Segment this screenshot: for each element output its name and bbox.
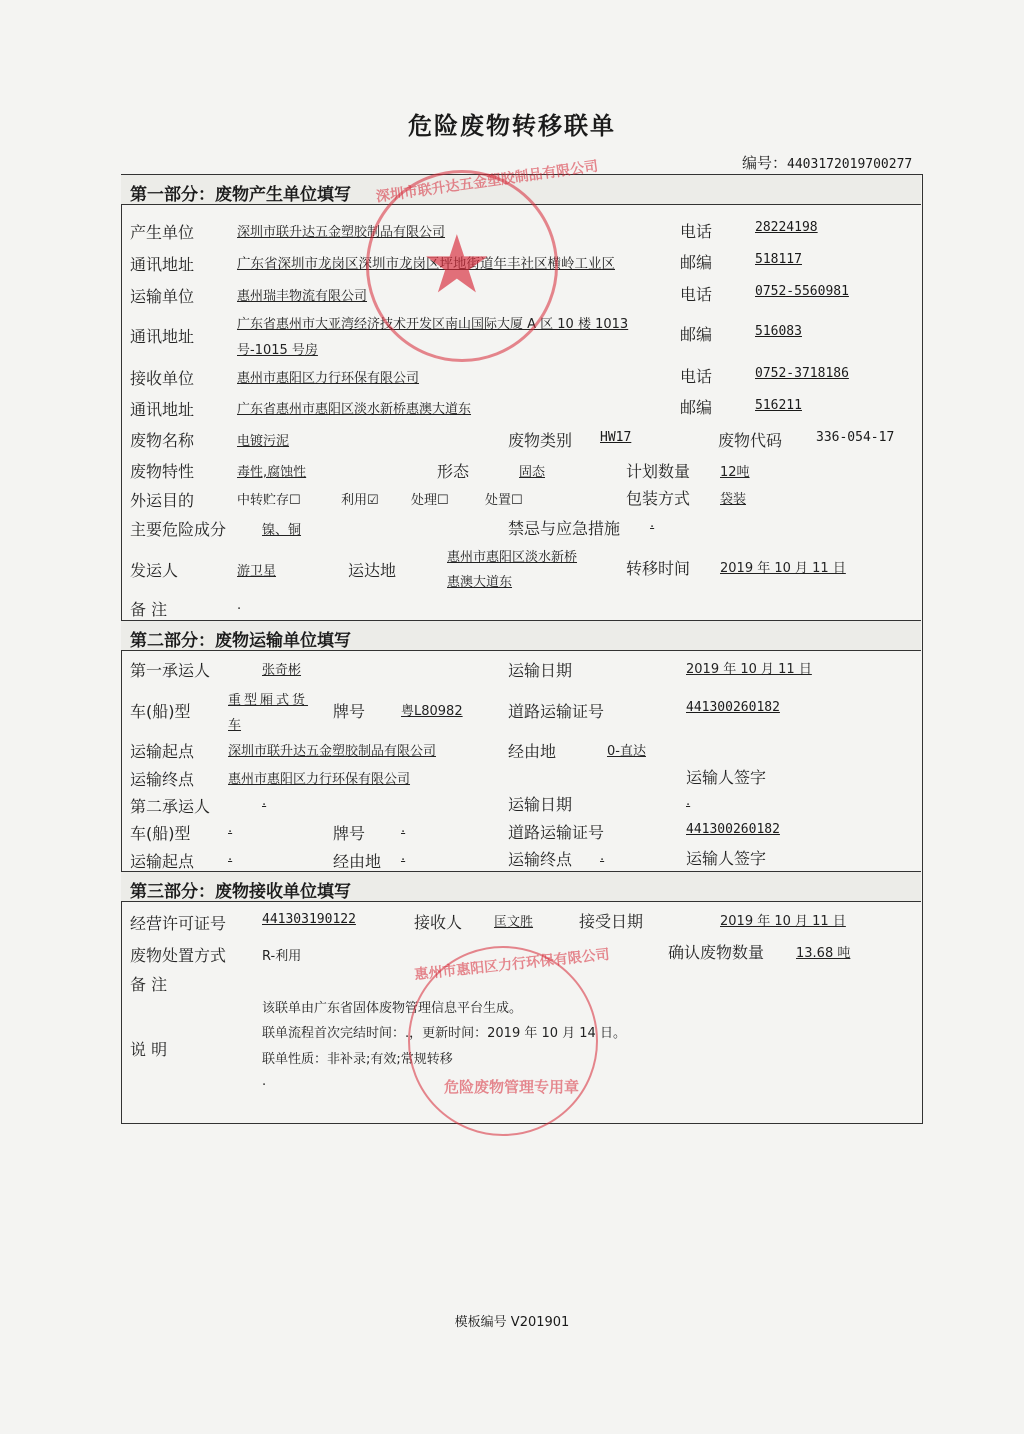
producer-phone: 28224198 <box>755 220 818 235</box>
permit2-label: 道路运输证号 <box>508 823 605 842</box>
producer-postcode-label: 邮编 <box>680 253 713 272</box>
receiver-label: 接收单位 <box>130 369 195 388</box>
transporter-address-label: 通讯地址 <box>130 327 195 346</box>
purpose-label: 外运目的 <box>130 491 195 510</box>
producer-label: 产生单位 <box>130 223 195 242</box>
template-number: 模板编号 V201901 <box>454 1315 570 1330</box>
producer-address: 广东省深圳市龙岗区深圳市龙岗区坪地街道年丰社区横岭工业区 <box>237 256 615 272</box>
receiver-postcode: 516211 <box>755 398 802 413</box>
date2-label: 运输日期 <box>508 795 573 814</box>
waste-code: 336-054-17 <box>816 430 895 445</box>
waste-category: HW17 <box>600 430 632 445</box>
vehicle1-line2: 车 <box>228 718 242 733</box>
vehicle2-label: 车(船)型 <box>130 824 191 843</box>
license-label: 经营许可证号 <box>130 914 227 933</box>
receiver-address-label: 通讯地址 <box>130 400 195 419</box>
transfer-time-label: 转移时间 <box>626 559 691 578</box>
destination-line2: 惠澳大道东 <box>447 575 513 590</box>
vehicle1-line1: 重型厢式货 <box>228 693 309 708</box>
explain-line1: 该联单由广东省固体废物管理信息平台生成。 <box>262 1001 523 1016</box>
waste-property-label: 废物特性 <box>130 462 195 481</box>
part3-remarks-label: 备 注 <box>130 975 168 994</box>
waste-category-label: 废物类别 <box>508 431 573 450</box>
part1-heading: 第一部分：废物产生单位填写 <box>121 174 921 205</box>
packaging-value: 袋装 <box>720 492 747 507</box>
date1-label: 运输日期 <box>508 661 573 680</box>
receiver-person-label: 接收人 <box>414 913 463 932</box>
plate1-value: 粤L80982 <box>401 704 463 719</box>
transporter-postcode-label: 邮编 <box>680 325 713 344</box>
main-hazard-label: 主要危险成分 <box>130 520 227 539</box>
origin1-value: 深圳市联升达五金塑胶制品有限公司 <box>228 744 437 759</box>
producer-postcode: 518117 <box>755 252 802 267</box>
destination-line1: 惠州市惠阳区淡水新桥 <box>447 550 578 565</box>
part1-remarks: . <box>237 598 242 613</box>
receiver-postcode-label: 邮编 <box>680 398 713 417</box>
carrier1-label: 第一承运人 <box>130 661 211 680</box>
transporter-postcode: 516083 <box>755 324 802 339</box>
origin2-value: . <box>228 849 233 864</box>
destination-label: 运达地 <box>348 561 397 580</box>
form-label: 形态 <box>437 462 470 481</box>
date1-value: 2019 年 10 月 11 日 <box>686 662 812 677</box>
end1-label: 运输终点 <box>130 770 195 789</box>
part2-heading: 第二部分：废物运输单位填写 <box>121 620 921 651</box>
serial-number <box>742 152 912 173</box>
receiver-person: 匡文胜 <box>494 915 534 930</box>
transporter-value: 惠州瑞丰物流有限公司 <box>237 289 368 304</box>
confirm-qty: 13.68 吨 <box>796 946 851 961</box>
receiver-value: 惠州市惠阳区力行环保有限公司 <box>237 371 420 386</box>
serial-value: 4403172019700277 <box>787 157 913 172</box>
transfer-time: 2019 年 10 月 11 日 <box>720 561 846 576</box>
receiver-phone-label: 电话 <box>680 367 713 386</box>
waste-property: 毒性,腐蚀性 <box>237 465 307 480</box>
waste-name: 电镀污泥 <box>237 434 290 449</box>
vehicle1-label: 车(船)型 <box>130 702 191 721</box>
purpose-option-storage: 中转贮存☐ <box>237 493 301 508</box>
producer-phone-label: 电话 <box>680 222 713 241</box>
accept-date: 2019 年 10 月 11 日 <box>720 914 846 929</box>
packaging-label: 包装方式 <box>626 489 691 508</box>
seal-star-icon: ★ <box>421 218 493 311</box>
sign1-label: 运输人签字 <box>686 768 767 787</box>
producer-seal-text: 深圳市联升达五金塑胶制品有限公司 <box>375 158 600 206</box>
via2-label: 经由地 <box>333 852 382 871</box>
purpose-option-dispose: 处置☐ <box>485 493 523 508</box>
producer-address-label: 通讯地址 <box>130 255 195 274</box>
date2-value: . <box>686 794 691 809</box>
explain-line2: 联单流程首次完结时间：.，更新时间：2019 年 10 月 14 日。 <box>262 1026 626 1041</box>
end1-value: 惠州市惠阳区力行环保有限公司 <box>228 772 411 787</box>
license-value: 441303190122 <box>262 912 356 927</box>
via1-value: 0-直达 <box>607 744 646 759</box>
shipper-label: 发运人 <box>130 561 179 580</box>
explain-line4: . <box>262 1074 267 1089</box>
shipper-value: 游卫星 <box>237 564 277 579</box>
receiver-address: 广东省惠州市惠阳区淡水新桥惠澳大道东 <box>237 402 472 417</box>
explain-label: 说 明 <box>130 1040 168 1059</box>
transporter-label: 运输单位 <box>130 287 195 306</box>
permit2-value: 441300260182 <box>686 822 780 837</box>
transporter-phone-label: 电话 <box>680 285 713 304</box>
carrier2-label: 第二承运人 <box>130 797 211 816</box>
producer-value: 深圳市联升达五金塑胶制品有限公司 <box>237 225 446 240</box>
disposal-label: 废物处置方式 <box>130 946 227 965</box>
purpose-option-treat: 处理☐ <box>411 493 449 508</box>
receiver-seal-text: 惠州市惠阳区力行环保有限公司 <box>413 946 611 984</box>
planned-qty-label: 计划数量 <box>626 462 691 481</box>
end2-value: . <box>600 849 605 864</box>
purpose-option-utilize: 利用☑ <box>341 493 379 508</box>
main-hazard: 镍、铜 <box>262 523 302 538</box>
part1-remarks-label: 备 注 <box>130 600 168 619</box>
plate2-value: . <box>401 821 406 836</box>
plate2-label: 牌号 <box>333 824 366 843</box>
waste-code-label: 废物代码 <box>718 431 783 450</box>
emergency-label: 禁忌与应急措施 <box>508 519 621 538</box>
via1-label: 经由地 <box>508 742 557 761</box>
transporter-phone: 0752-5560981 <box>755 284 849 299</box>
emergency-value: . <box>650 516 655 531</box>
sign2-label: 运输人签字 <box>686 849 767 868</box>
receiver-seal-bottom: 危险废物管理专用章 <box>444 1078 580 1096</box>
transporter-address-line2: 号-1015 号房 <box>237 343 318 358</box>
document-title: 危险废物转移联单 <box>408 112 616 140</box>
origin1-label: 运输起点 <box>130 742 195 761</box>
carrier1-value: 张奇彬 <box>262 663 302 678</box>
planned-qty: 12吨 <box>720 465 750 480</box>
disposal-value: R-利用 <box>262 949 302 964</box>
confirm-qty-label: 确认废物数量 <box>668 943 765 962</box>
via2-value: . <box>401 849 406 864</box>
transporter-address-line1: 广东省惠州市大亚湾经济技术开发区南山国际大厦 A 区 10 楼 1013 <box>237 317 629 332</box>
serial-label: 编号： <box>742 154 788 172</box>
permit1-value: 441300260182 <box>686 700 780 715</box>
receiver-phone: 0752-3718186 <box>755 366 849 381</box>
accept-date-label: 接受日期 <box>579 912 644 931</box>
origin2-label: 运输起点 <box>130 852 195 871</box>
end2-label: 运输终点 <box>508 850 573 869</box>
waste-name-label: 废物名称 <box>130 431 195 450</box>
permit1-label: 道路运输证号 <box>508 702 605 721</box>
plate1-label: 牌号 <box>333 702 366 721</box>
part3-heading: 第三部分：废物接收单位填写 <box>121 871 921 902</box>
form-value: 固态 <box>519 465 546 480</box>
explain-line3: 联单性质：非补录;有效;常规转移 <box>262 1052 453 1067</box>
carrier2-value: . <box>262 794 267 809</box>
vehicle2-value: . <box>228 821 233 836</box>
